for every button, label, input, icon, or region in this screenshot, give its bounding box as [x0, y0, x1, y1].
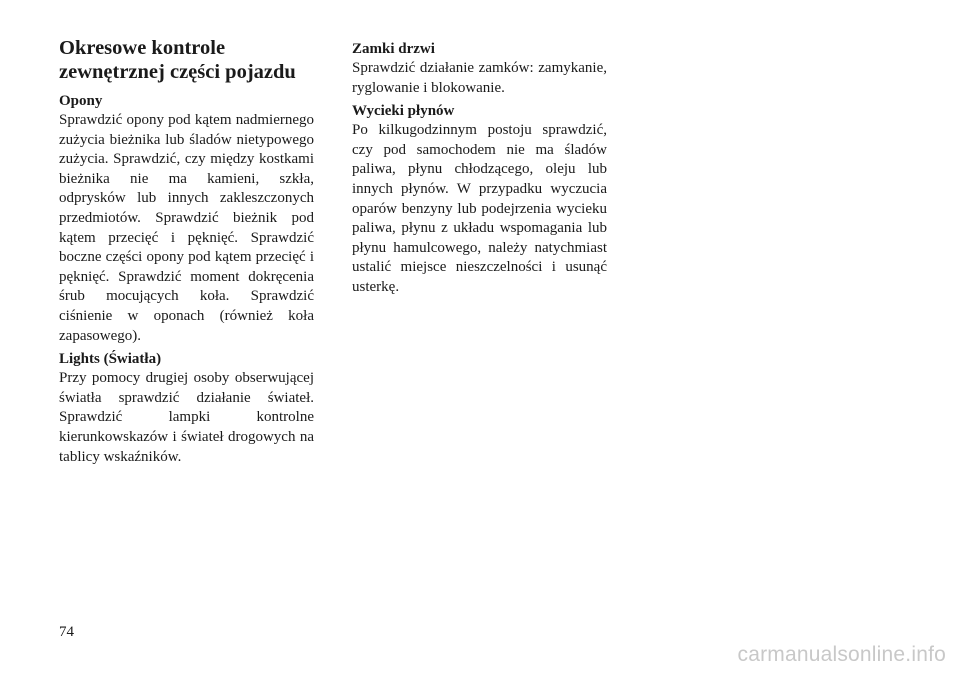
section-door-locks — [352, 40, 607, 98]
section-tires — [59, 92, 314, 346]
section-lights — [59, 350, 314, 467]
section-heading-lights: Lights (Światła) — [59, 351, 162, 368]
right-column — [352, 40, 607, 302]
left-column — [59, 36, 314, 471]
section-heading-door-locks: Zamki drzwi — [352, 41, 435, 57]
page-number: 74 — [59, 624, 74, 640]
section-fluid-leaks — [352, 102, 607, 297]
section-text-fluid-leaks: Po kilkugodzinnym postoju sprawdzić, czy pod samochodem nie ma śladów paliwa, płynu chłodzącego, oleju lub innych płynów. W przypadku wyczucia oparów benzyny lub podejrzenia wycieku paliwa, płynu z układu wspomagania lub płynu hamulcowego, należy natychmiast ustalić miejsce nieszczelności i usunąć usterkę. — [352, 122, 607, 295]
section-text-tires: Sprawdzić opony pod kątem nadmiernego zużycia bieżnika lub śladów nietypowego zużycia. Sprawdzić, czy między kostkami bieżnika nie ma kamieni, szkła, odprysków lub innych zakleszczonych przedmiotów. Sprawdzić bieżnik pod kątem przecięć i pęknięć. Sprawdzić boczne części opony pod kątem przecięć i pęknięć. Sprawdzić moment dokręcenia śrub mocujących koła. Sprawdzić ciśnienie w oponach (również koła zapasowego). — [59, 112, 314, 344]
watermark: carmanualsonline.info — [737, 643, 946, 666]
page-title: Okresowe kontrole zewnętrznej części pojazdu — [59, 37, 296, 83]
section-text-lights: Przy pomocy drugiej osoby obserwującej światła sprawdzić działanie świateł. Sprawdzić lampki kontrolne kierunkowskazów i świateł drogowych na tablicy wskaźników. — [59, 370, 314, 465]
section-heading-tires: Opony — [59, 93, 103, 109]
section-text-door-locks: Sprawdzić działanie zamków: zamykanie, ryglowanie i blokowanie. — [352, 60, 607, 96]
section-heading-fluid-leaks: Wycieki płynów — [352, 103, 455, 120]
